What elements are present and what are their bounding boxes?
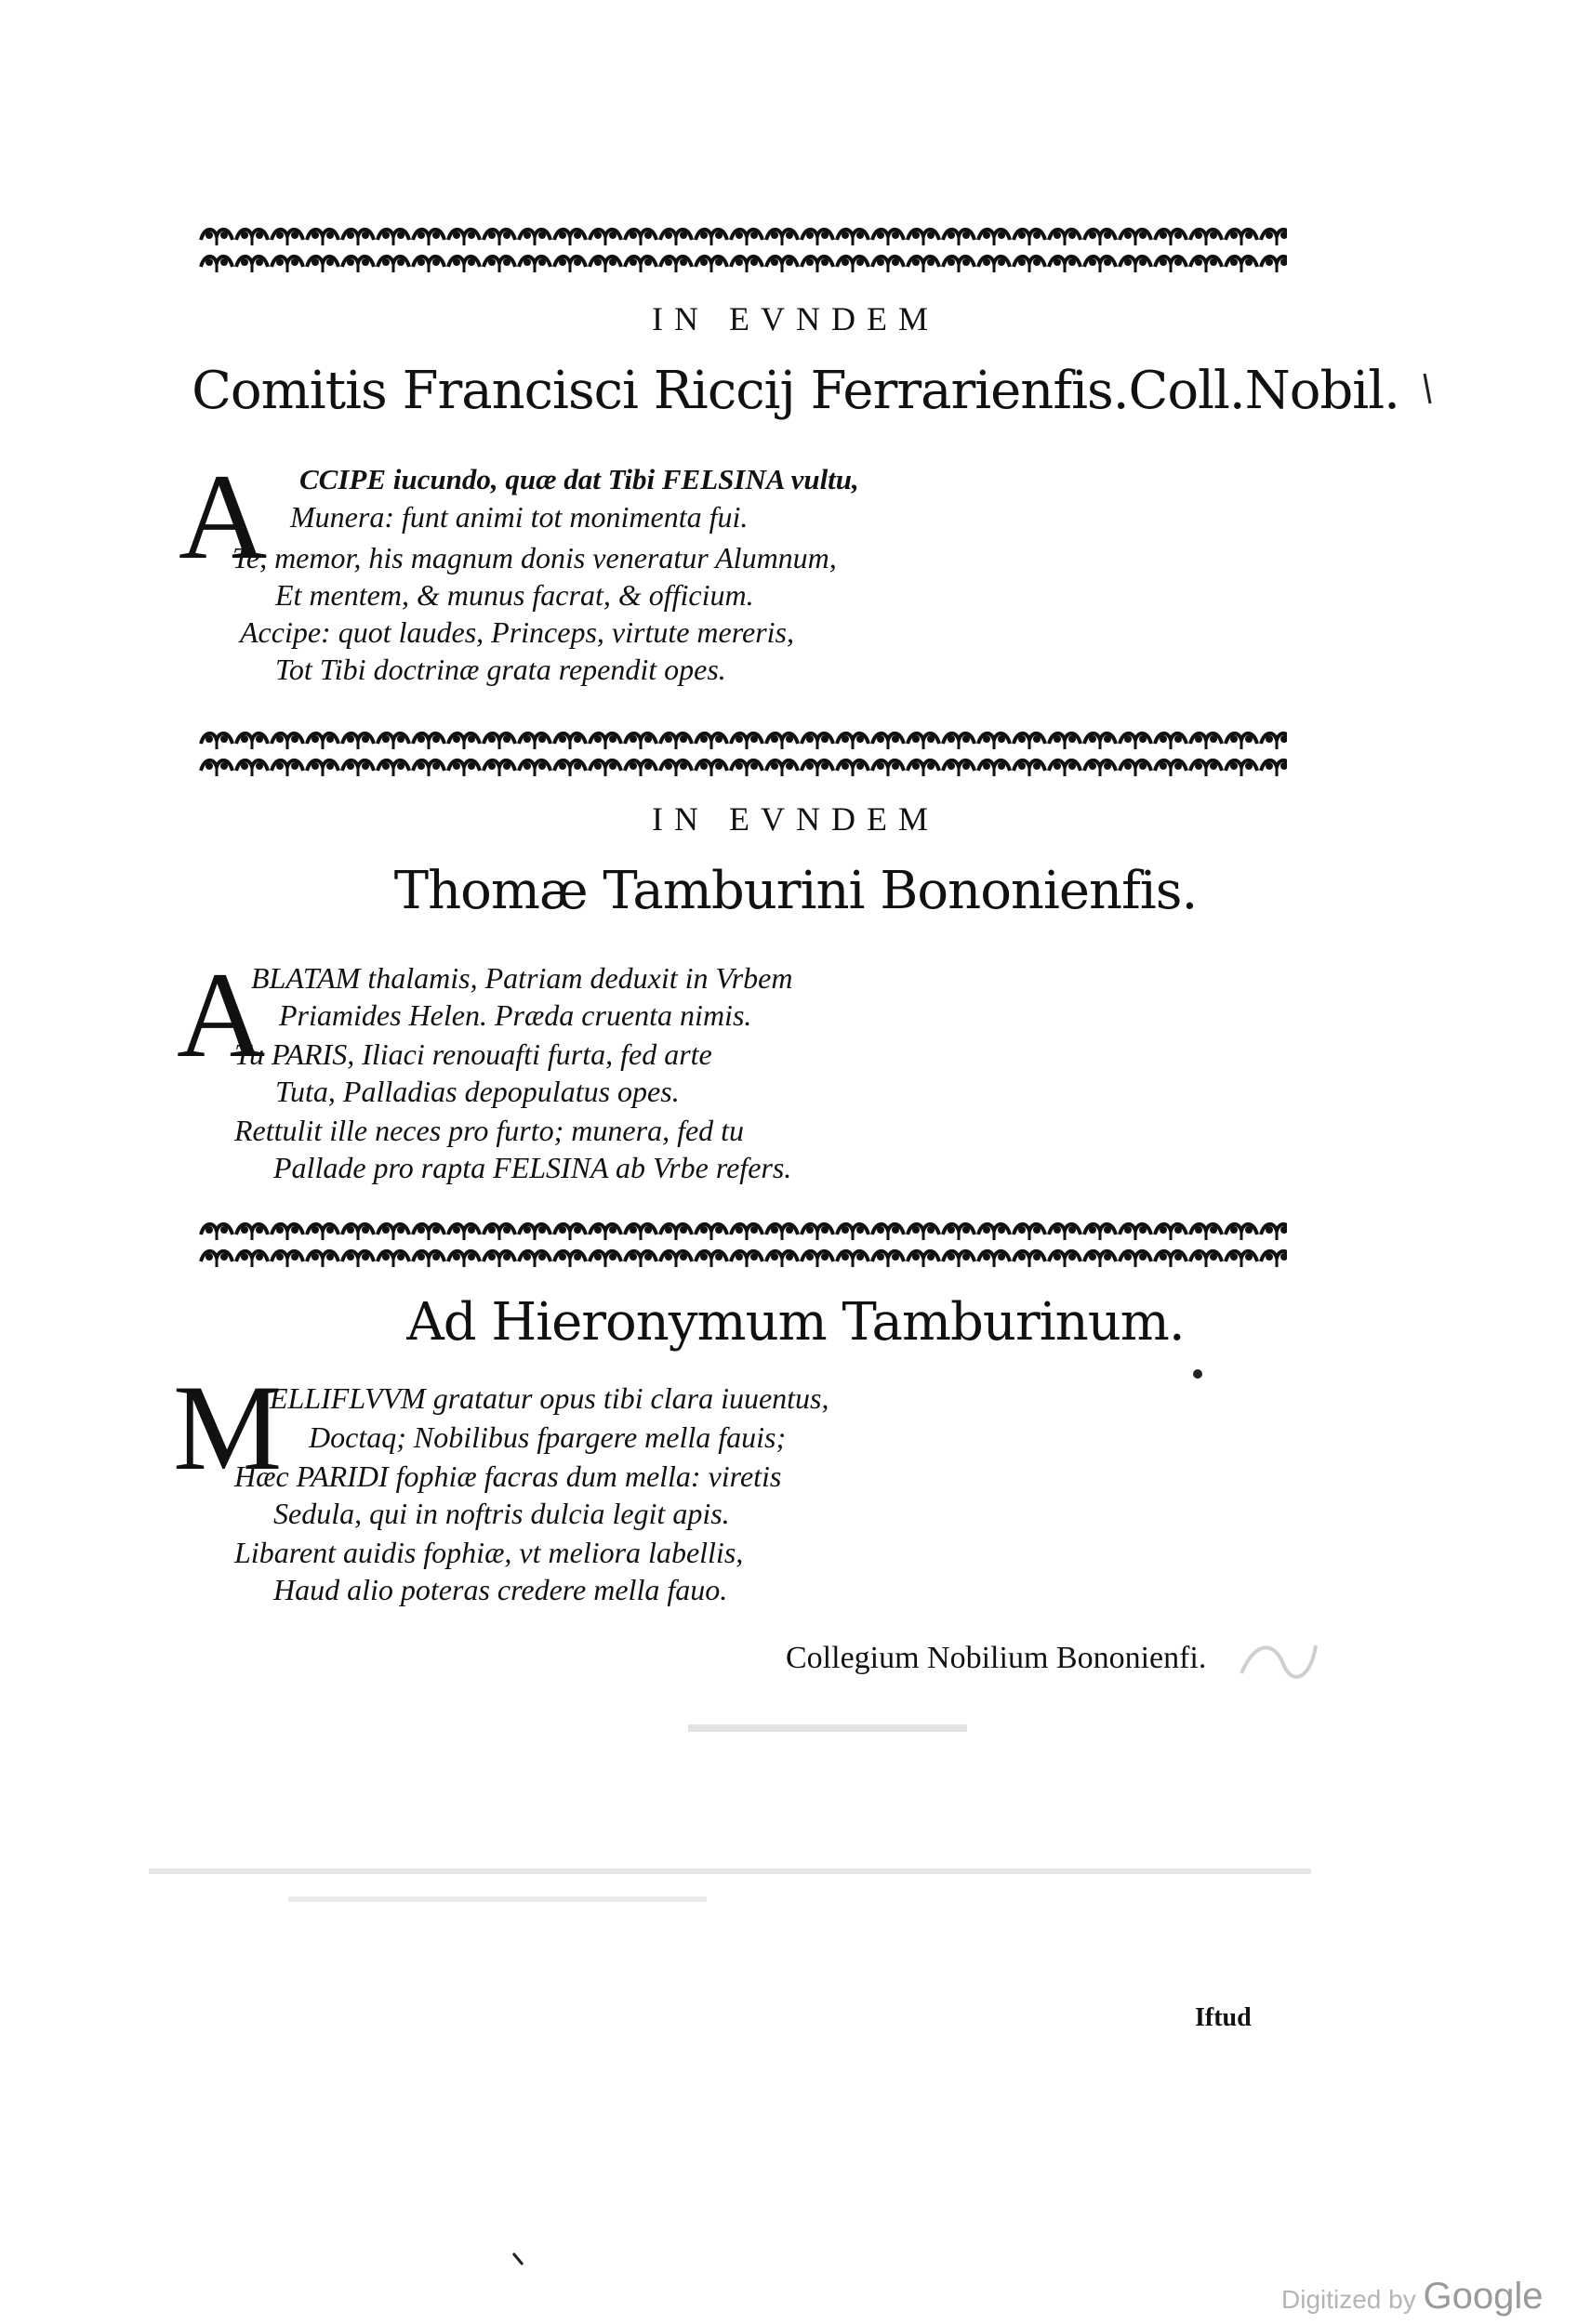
verse-line: Libarent auidis fophiæ, vt meliora labellis,	[234, 1536, 744, 1569]
verse-line: BLATAM thalamis, Patriam deduxit in Vrbem	[251, 961, 793, 995]
bleed-through-icon	[1237, 1636, 1320, 1683]
drop-capital: A	[179, 448, 268, 585]
watermark-brand: Google	[1423, 2276, 1544, 2317]
stray-mark	[510, 2250, 528, 2273]
verse-line: ELLIFLVVM gratatur opus tibi clara iuuentus,	[270, 1381, 829, 1415]
verse-line: Tu PARIS, Iliaci renouafti furta, fed arte	[234, 1037, 712, 1071]
verse-line: Priamides Helen. Præda cruenta nimis.	[279, 998, 752, 1032]
poem-title: Comitis Francisci Riccij Ferrarienfis.Coll.Nobil.	[192, 361, 1399, 421]
verse-line: Sedula, qui in noftris dulcia legit apis.	[273, 1497, 730, 1530]
bleed-through-mark	[1237, 1636, 1320, 1696]
ink-mark-icon	[510, 2250, 528, 2268]
stray-mark	[1421, 370, 1439, 416]
verse-line: Et mentem, & munus facrat, & officium.	[275, 578, 754, 612]
poem-title: Ad Hieronymum Tamburinum.	[406, 1292, 1185, 1353]
ink-dot-icon	[1190, 1367, 1205, 1381]
verse-line: Pallade pro rapta FELSINA ab Vrbe refers.	[273, 1151, 792, 1184]
catchword: Iftud	[1195, 2003, 1252, 2032]
ornamental-band	[199, 221, 1287, 275]
poem-title: Thomæ Tamburini Bononienfis.	[393, 861, 1198, 921]
ink-mark-icon	[1421, 370, 1439, 407]
verse-line: Doctaq; Nobilibus fpargere mella fauis;	[309, 1420, 787, 1454]
drop-capital: M	[173, 1359, 283, 1496]
verse-line: Te, memor, his magnum donis veneratur Alumnum,	[232, 541, 837, 574]
verse-line: Haud alio poteras credere mella fauo.	[273, 1573, 728, 1606]
section-heading: IN EVNDEM	[652, 800, 939, 838]
verse-line: Munera: funt animi tot monimenta fui.	[290, 500, 749, 534]
verse-line: Rettulit ille neces pro furto; munera, fed tu	[234, 1114, 745, 1147]
ornamental-band	[199, 725, 1287, 779]
bleed-through-icon	[149, 1859, 1311, 1915]
verse-line: Tuta, Palladias depopulatus opes.	[275, 1075, 680, 1108]
stray-mark	[1190, 1367, 1205, 1386]
drop-capital: A	[177, 946, 266, 1083]
ornament-pattern-icon	[199, 725, 1287, 779]
digitization-watermark	[1281, 2276, 1544, 2317]
signature: Collegium Nobilium Bononienfi.	[786, 1641, 1207, 1675]
ornament-pattern-icon	[199, 221, 1287, 275]
verse-line: Hæc PARIDI fophiæ facras dum mella: viretis	[234, 1459, 782, 1493]
watermark-prefix: Digitized by	[1281, 2285, 1416, 2314]
bleed-through-mark	[688, 1715, 967, 1750]
bleed-through-mark	[149, 1859, 1311, 1922]
ornament-pattern-icon	[199, 1216, 1287, 1270]
ornamental-band	[199, 1216, 1287, 1270]
verse-line: Tot Tibi doctrinæ grata rependit opes.	[275, 653, 726, 686]
verse-line: Accipe: quot laudes, Princeps, virtute mereris,	[240, 615, 794, 649]
section-heading: IN EVNDEM	[652, 300, 939, 337]
bleed-through-icon	[688, 1715, 967, 1743]
verse-line: CCIPE iucundo, quæ dat Tibi FELSINA vultu,	[299, 463, 859, 495]
